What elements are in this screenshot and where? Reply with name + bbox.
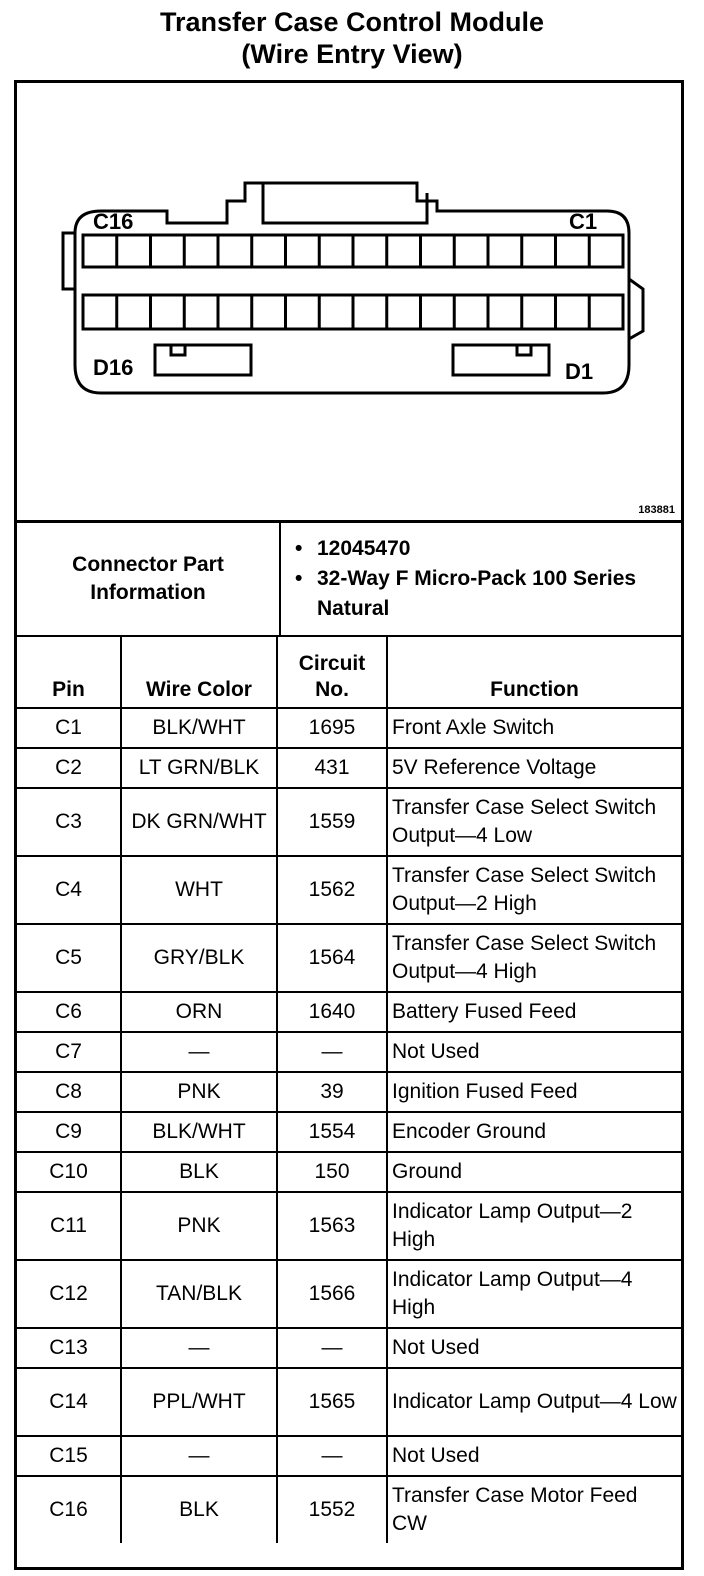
header-circuit: Circuit No. xyxy=(277,636,387,708)
wire-color-cell: PPL/WHT xyxy=(121,1368,277,1436)
wire-color-cell: PNK xyxy=(121,1192,277,1260)
pin-cell: C15 xyxy=(17,1436,121,1476)
wire-color-cell: DK GRN/WHT xyxy=(121,788,277,856)
connector-description: • 32-Way F Micro-Pack 100 Series Natural xyxy=(317,564,680,624)
pin-cell: C10 xyxy=(17,1152,121,1192)
table-row xyxy=(17,1328,681,1368)
table-row xyxy=(17,924,681,992)
wire-color-cell: GRY/BLK xyxy=(121,924,277,992)
wire-color-cell: BLK/WHT xyxy=(121,1112,277,1152)
header-pin: Pin xyxy=(17,636,121,708)
table-row xyxy=(17,1260,681,1328)
circuit-cell: 1566 xyxy=(277,1260,387,1328)
connector-info-label: Connector Part Information xyxy=(17,523,280,636)
function-cell: Transfer Case Select Switch Output—4 Low xyxy=(387,788,681,856)
function-cell: Battery Fused Feed xyxy=(387,992,681,1032)
wire-color-cell: — xyxy=(121,1032,277,1072)
function-cell: 5V Reference Voltage xyxy=(387,748,681,788)
circuit-cell: 1554 xyxy=(277,1112,387,1152)
part-number: • 12045470 xyxy=(317,534,680,564)
function-cell: Indicator Lamp Output—2 High xyxy=(387,1192,681,1260)
wire-color-cell: BLK xyxy=(121,1476,277,1543)
pin-cell: C1 xyxy=(17,708,121,748)
function-cell: Transfer Case Select Switch Output—2 High xyxy=(387,856,681,924)
label-c1: C1 xyxy=(569,209,598,234)
pin-cell: C14 xyxy=(17,1368,121,1436)
page-subtitle: (Wire Entry View) xyxy=(241,39,463,69)
function-cell: Front Axle Switch xyxy=(387,708,681,748)
label-d1: D1 xyxy=(565,359,594,384)
wire-color-cell: PNK xyxy=(121,1072,277,1112)
circuit-cell: 1552 xyxy=(277,1476,387,1543)
connector-housing xyxy=(75,183,629,393)
circuit-cell: 431 xyxy=(277,748,387,788)
pin-cell: C8 xyxy=(17,1072,121,1112)
wire-color-cell: LT GRN/BLK xyxy=(121,748,277,788)
header-function: Function xyxy=(387,636,681,708)
circuit-cell: 1695 xyxy=(277,708,387,748)
wire-color-cell: — xyxy=(121,1328,277,1368)
pin-cell: C4 xyxy=(17,856,121,924)
function-cell: Ground xyxy=(387,1152,681,1192)
function-cell: Transfer Case Motor Feed CW xyxy=(387,1476,681,1543)
pin-cell: C2 xyxy=(17,748,121,788)
function-cell: Encoder Ground xyxy=(387,1112,681,1152)
circuit-cell: — xyxy=(277,1436,387,1476)
table-row xyxy=(17,1112,681,1152)
circuit-cell: 1565 xyxy=(277,1368,387,1436)
function-cell: Indicator Lamp Output—4 Low xyxy=(387,1368,681,1436)
circuit-cell: 1563 xyxy=(277,1192,387,1260)
pin-cell: C12 xyxy=(17,1260,121,1328)
connector-diagram xyxy=(17,83,681,523)
circuit-cell: — xyxy=(277,1032,387,1072)
pin-cell: C3 xyxy=(17,788,121,856)
table-row xyxy=(17,748,681,788)
function-cell: Not Used xyxy=(387,1328,681,1368)
figure-number: 183881 xyxy=(638,504,675,516)
wire-color-cell: TAN/BLK xyxy=(121,1260,277,1328)
circuit-cell: 1559 xyxy=(277,788,387,856)
pin-cell: C13 xyxy=(17,1328,121,1368)
pin-cell: C7 xyxy=(17,1032,121,1072)
pin-cell: C16 xyxy=(17,1476,121,1543)
function-cell: Ignition Fused Feed xyxy=(387,1072,681,1112)
circuit-cell: 1640 xyxy=(277,992,387,1032)
table-row xyxy=(17,1476,681,1543)
table-row xyxy=(17,1152,681,1192)
connector-card xyxy=(14,80,684,1570)
wire-color-cell: — xyxy=(121,1436,277,1476)
pin-cell: C5 xyxy=(17,924,121,992)
circuit-cell: 1564 xyxy=(277,924,387,992)
table-row xyxy=(17,1192,681,1260)
wire-color-cell: ORN xyxy=(121,992,277,1032)
circuit-cell: 39 xyxy=(277,1072,387,1112)
table-row xyxy=(17,708,681,748)
table-row xyxy=(17,788,681,856)
function-cell: Not Used xyxy=(387,1436,681,1476)
page-title: Transfer Case Control Module xyxy=(159,7,545,37)
pinout-rows xyxy=(17,708,681,1543)
function-cell: Indicator Lamp Output—4 High xyxy=(387,1260,681,1328)
circuit-cell: 1562 xyxy=(277,856,387,924)
function-cell: Transfer Case Select Switch Output—4 High xyxy=(387,924,681,992)
circuit-cell: — xyxy=(277,1328,387,1368)
pinout-table xyxy=(17,635,681,1543)
connector-info-values xyxy=(280,523,681,636)
pin-cell: C11 xyxy=(17,1192,121,1260)
pin-cell: C6 xyxy=(17,992,121,1032)
pin-cell: C9 xyxy=(17,1112,121,1152)
table-row xyxy=(17,856,681,924)
table-row xyxy=(17,992,681,1032)
connector-drawing xyxy=(17,83,681,520)
table-row xyxy=(17,1072,681,1112)
function-cell: Not Used xyxy=(387,1032,681,1072)
table-row xyxy=(17,1032,681,1072)
label-c16: C16 xyxy=(93,209,134,234)
label-d16: D16 xyxy=(93,355,134,380)
connector-info-table xyxy=(17,523,681,637)
table-row xyxy=(17,1436,681,1476)
circuit-cell: 150 xyxy=(277,1152,387,1192)
wire-color-cell: BLK/WHT xyxy=(121,708,277,748)
wire-color-cell: BLK xyxy=(121,1152,277,1192)
table-row xyxy=(17,1368,681,1436)
header-wire-color: Wire Color xyxy=(121,636,277,708)
wire-color-cell: WHT xyxy=(121,856,277,924)
